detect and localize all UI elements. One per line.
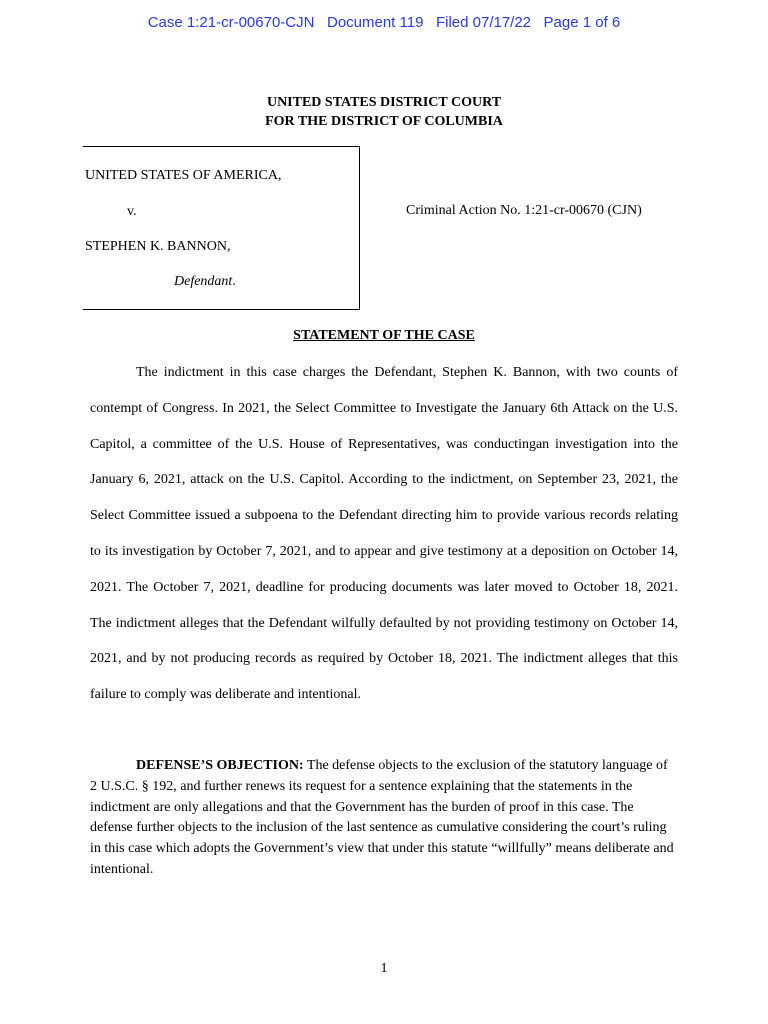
ecf-filed-date: Filed 07/17/22 (435, 14, 532, 31)
ecf-filing-header (0, 14, 768, 31)
page-number: 1 (380, 961, 388, 976)
caption-defendant-role: Defendant. (174, 274, 236, 289)
court-district: FOR THE DISTRICT OF COLUMBIA (265, 114, 503, 129)
objection-label: DEFENSE’S OBJECTION: (136, 758, 304, 773)
objection-text: The defense objects to the exclusion of the statutory language of 2 U.S.C. § 192, and further renews its request for a sentence explaining that the statements in the indictment are only allegations and that the Government has the burden of proof in this case. The defense further objects to the inclusion of the last sentence as cumulative considering the court’s ruling in this case which adopts the Government’s view that under this statute “willfully” means deliberate and intentional. (90, 758, 674, 877)
caption-versus: v. (127, 204, 137, 219)
court-heading (0, 93, 768, 131)
statement-paragraph: The indictment in this case charges the Defendant, Stephen K. Bannon, with two counts of contempt of Congress. In 2021, the Select Committee to Investigate the January 6th Attack on the U.S. Capitol, a committee of the U.S. House of Representatives, was conductingan investigation into the January 6, 2021, attack on the U.S. Capitol. According to the indictment, on September 23, 2021, the Select Committee issued a subpoena to the Defendant directing him to provide various records relating to its investigation by October 7, 2021, and to appear and give testimony at a deposition on October 14, 2021. The October 7, 2021, deadline for producing documents was later moved to October 18, 2021. The indictment alleges that the Defendant wilfully defaulted by not providing testimony on October 14, 2021, and by not producing records as required by October 18, 2021. The indictment alleges that this failure to comply was deliberate and intentional. (90, 365, 678, 703)
caption-plaintiff: UNITED STATES OF AMERICA, (85, 168, 282, 183)
section-title: STATEMENT OF THE CASE (293, 328, 475, 343)
caption-defendant-name: STEPHEN K. BANNON, (85, 239, 231, 254)
ecf-page-indicator: Page 1 of 6 (543, 14, 621, 31)
court-name: UNITED STATES DISTRICT COURT (266, 95, 502, 110)
ecf-case-number: Case 1:21-cr-00670-CJN (147, 14, 315, 31)
defense-objection-paragraph (90, 756, 678, 881)
ecf-document-number: Document 119 (326, 14, 424, 31)
case-caption-box (83, 146, 360, 310)
criminal-action-number: Criminal Action No. 1:21-cr-00670 (CJN) (406, 203, 642, 218)
